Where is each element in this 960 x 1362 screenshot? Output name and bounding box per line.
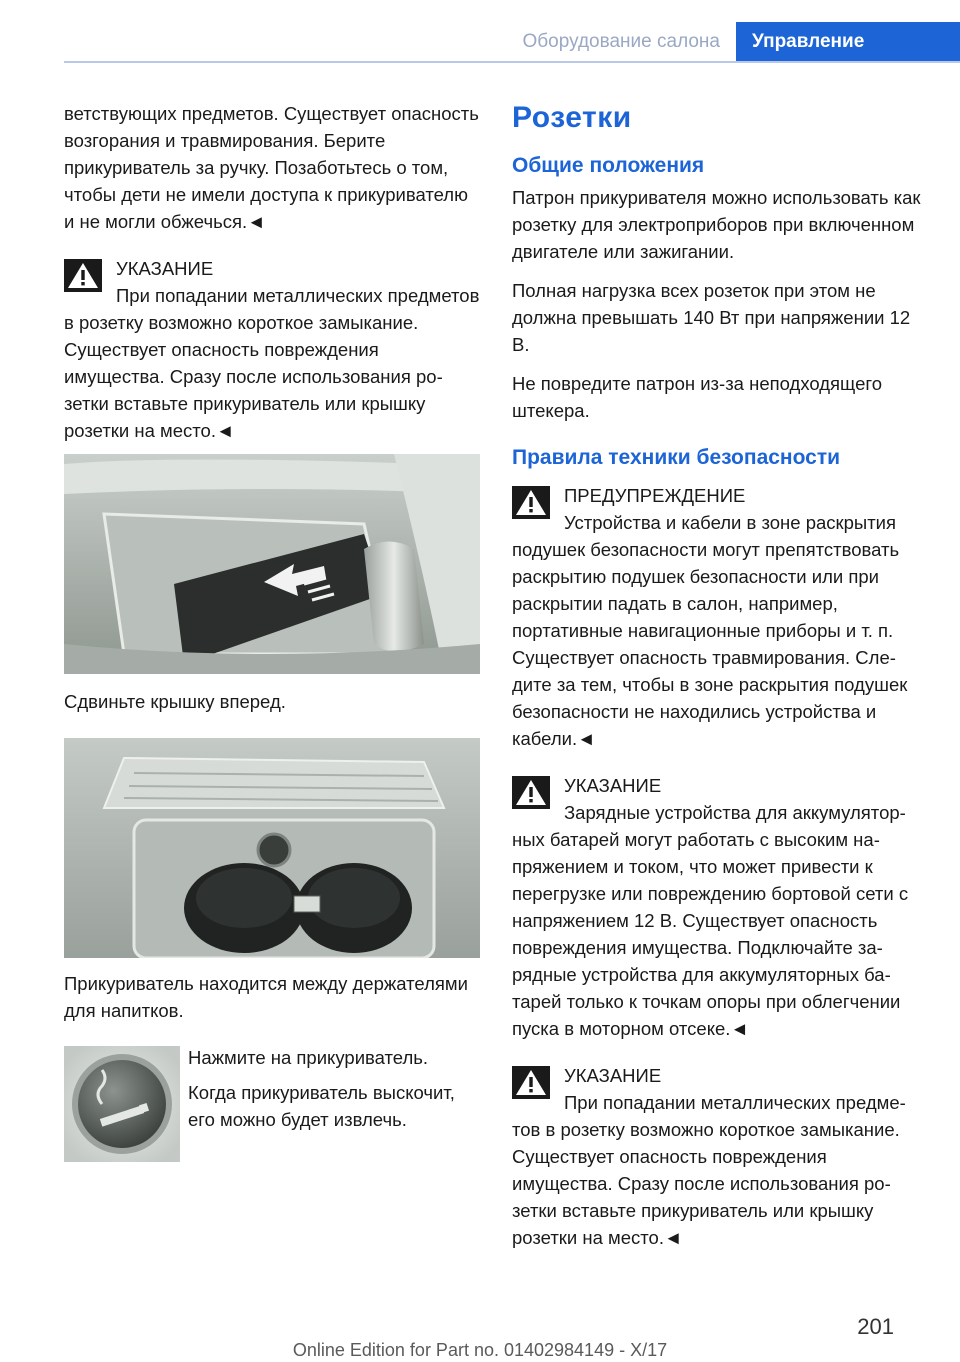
warning-triangle-icon bbox=[512, 1066, 550, 1099]
notice-block-3 bbox=[512, 1062, 926, 1251]
notice-title: УКАЗАНИЕ bbox=[564, 1065, 662, 1086]
warning-triangle-icon bbox=[512, 776, 550, 809]
subsection-safety: Правила техники безопасности bbox=[512, 446, 841, 469]
left-column bbox=[64, 100, 480, 452]
sliding-cover-illustration bbox=[64, 454, 480, 674]
cigarette-lighter-icon bbox=[64, 1046, 180, 1162]
subsection-general: Общие положения bbox=[512, 154, 705, 177]
intro-paragraph: ветствующих предметов. Существует опасность возгорания и травмирования. Берите прикуриватель за ручку. Позаботьтесь о том, чтобы дети не имели доступа к прикуривателю и не могли обжечься.◄ bbox=[64, 103, 479, 232]
right-column bbox=[512, 100, 926, 1259]
notice-text: При попадании металлических предметов в розетку возможно короткое замыкание. Существует опасность повреждения имущества. Сразу после использования розетки вставьте прикуриватель или крышку розетки на место.◄ bbox=[512, 1092, 906, 1248]
figure1-caption: Сдвиньте крышку вперед. bbox=[64, 691, 286, 712]
warning-title: ПРЕДУПРЕЖДЕНИЕ bbox=[564, 485, 746, 506]
warning-text: Устройства и кабели в зоне раскрытия подушек безопасности могут препятствовать раскрытию подушек безопасности или при раскрытии падать в салон, например, портативные навигационные приборы и т. п. Существует опасность травмирования. Следите за тем, чтобы в зоне раскрытия подушек безопасности не находились устройства и кабели.◄ bbox=[512, 512, 908, 749]
press-instruction: Нажмите на прикуриватель. bbox=[188, 1047, 429, 1068]
pop-instruction: Когда прикуриватель выскочит, его можно будет извлечь. bbox=[188, 1082, 455, 1130]
edition-footer: Online Edition for Part no. 01402984149 - X/17 bbox=[292, 1340, 668, 1360]
general-paragraph-2: Полная нагрузка всех розеток при этом не должна превышать 140 Вт при напряжении 12 В. bbox=[512, 280, 911, 355]
notice-text: Зарядные устройства для аккумуляторных батарей могут работать с высоким напряжением и током, что может привести к перегрузке или повреждению бортовой сети с напряжением 12 В. Существует опасность повреждения имущества. Подключайте зарядные устройства для аккумуляторных батарей только к точкам опоры при облегчении пуска в моторном отсеке.◄ bbox=[512, 802, 909, 1039]
header-section-title: Оборудование салона bbox=[522, 31, 720, 52]
page-header bbox=[0, 22, 960, 62]
page-number: 201 bbox=[857, 1314, 894, 1339]
notice-title: УКАЗАНИЕ bbox=[564, 775, 662, 796]
notice-title: УКАЗАНИЕ bbox=[116, 258, 214, 279]
lighter-instructions bbox=[188, 1044, 480, 1141]
notice-text: При попадании металлических предметов в розетку возможно короткое замыкание. Существует опасность повреждения имущества. Сразу после использования розетки вставьте прикуриватель или крышку розетки на место.◄ bbox=[64, 285, 480, 441]
warning-triangle-icon bbox=[512, 486, 550, 519]
general-paragraph-3: Не повредите патрон из-за неподходящего штекера. bbox=[512, 373, 882, 421]
figure2-caption: Прикуриватель находится между держателями для напитков. bbox=[64, 973, 468, 1021]
notice-block-1 bbox=[64, 255, 480, 444]
section-title: Розетки bbox=[512, 101, 632, 134]
cup-holder-illustration bbox=[64, 738, 480, 958]
notice-block-2 bbox=[512, 772, 926, 1042]
warning-triangle-icon bbox=[64, 259, 102, 292]
header-chapter-tab: Управление bbox=[736, 22, 960, 62]
header-divider bbox=[64, 61, 960, 63]
general-paragraph-1: Патрон прикуривателя можно использовать как розетку для электроприборов при включенном двигателе или зажигании. bbox=[512, 187, 921, 262]
warning-block bbox=[512, 482, 926, 752]
